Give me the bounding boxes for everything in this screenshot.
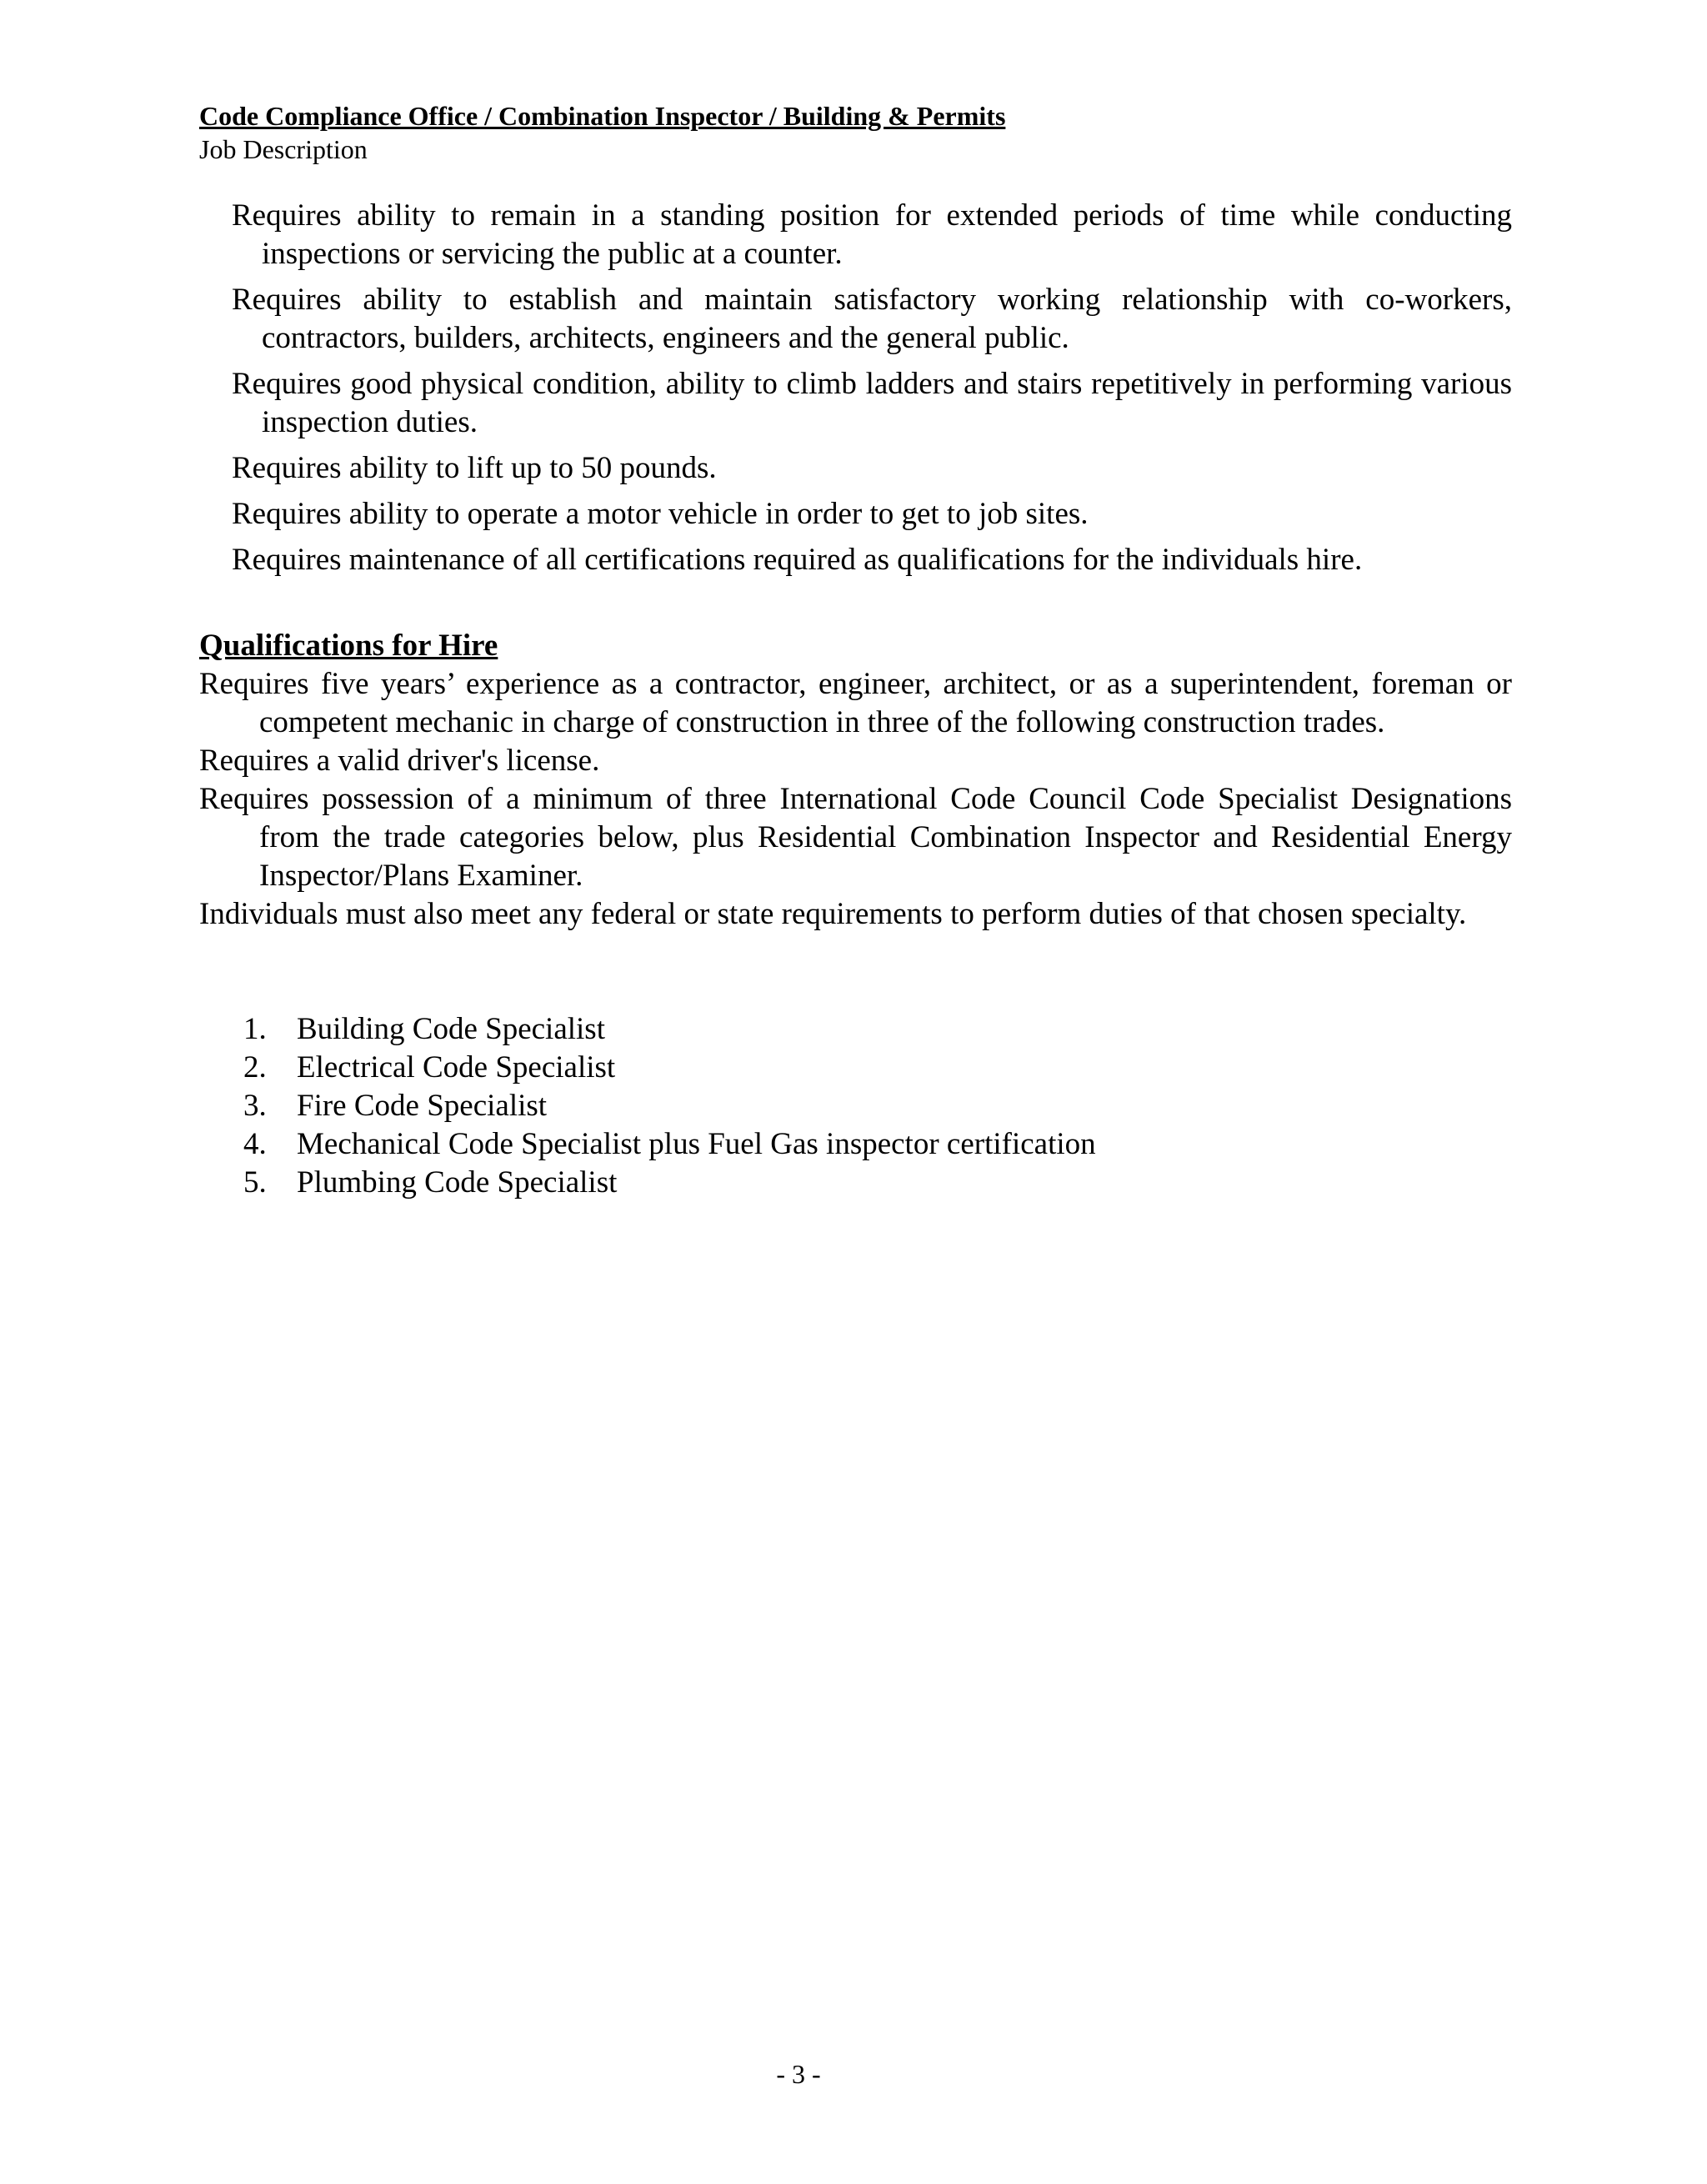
specialist-list-item: [243, 1087, 1244, 1125]
specialist-label: Plumbing Code Specialist: [297, 1165, 618, 1200]
specialist-label: Building Code Specialist: [297, 1012, 605, 1046]
specialist-list-item: [243, 1010, 1244, 1049]
requirement-item: Requires ability to establish and maintain satisfactory working relationship with co-workers, contractors, builders, architects, engineers and the general public.: [232, 283, 1512, 355]
requirement-item: Requires ability to operate a motor vehicle in order to get to job sites.: [232, 497, 1089, 531]
specialist-list-item: [243, 1125, 1244, 1164]
list-number: 4.: [243, 1127, 267, 1161]
list-number: 2.: [243, 1050, 267, 1084]
specialist-label: Electrical Code Specialist: [297, 1050, 616, 1084]
page-header: [199, 98, 1516, 165]
specialist-label: Fire Code Specialist: [297, 1089, 548, 1123]
header-title: Code Compliance Office / Combination Inspector / Building & Permits: [199, 101, 1006, 131]
requirement-item: Requires ability to remain in a standing position for extended periods of time while conducting inspections or servicing the public at a counter.: [232, 198, 1512, 271]
list-number: 1.: [243, 1012, 267, 1046]
requirement-item: Requires maintenance of all certifications required as qualifications for the individuals hire.: [232, 543, 1363, 577]
qualifications-section: [199, 627, 1512, 934]
requirements-list: [232, 197, 1512, 587]
list-number: 5.: [243, 1165, 267, 1200]
header-subtitle: Job Description: [199, 134, 368, 164]
list-number: 3.: [243, 1089, 267, 1123]
specialist-list-item: [243, 1049, 1244, 1087]
specialist-list-item: [243, 1164, 1244, 1202]
requirement-item: Requires good physical condition, ability to climb ladders and stairs repetitively in performing various inspection duties.: [232, 367, 1512, 439]
page-number: - 3 -: [776, 2059, 821, 2089]
qualification-item: Requires a valid driver's license.: [199, 744, 600, 778]
specialist-list: [243, 1010, 1244, 1202]
qualifications-heading: Qualifications for Hire: [199, 629, 498, 663]
qualification-item: Requires five years’ experience as a contractor, engineer, architect, or as a superintendent, foreman or competent mechanic in charge of construction in three of the following construction trades.: [199, 667, 1512, 739]
qualification-item: Individuals must also meet any federal or state requirements to perform duties of that chosen specialty.: [199, 897, 1467, 931]
qualification-item: Requires possession of a minimum of three International Code Council Code Specialist Designations from the trade categories below, plus Residential Combination Inspector and Residential Energy Inspector/Plans Examiner.: [199, 782, 1512, 893]
specialist-label: Mechanical Code Specialist plus Fuel Gas inspector certification: [297, 1127, 1096, 1161]
requirement-item: Requires ability to lift up to 50 pounds.: [232, 451, 717, 485]
